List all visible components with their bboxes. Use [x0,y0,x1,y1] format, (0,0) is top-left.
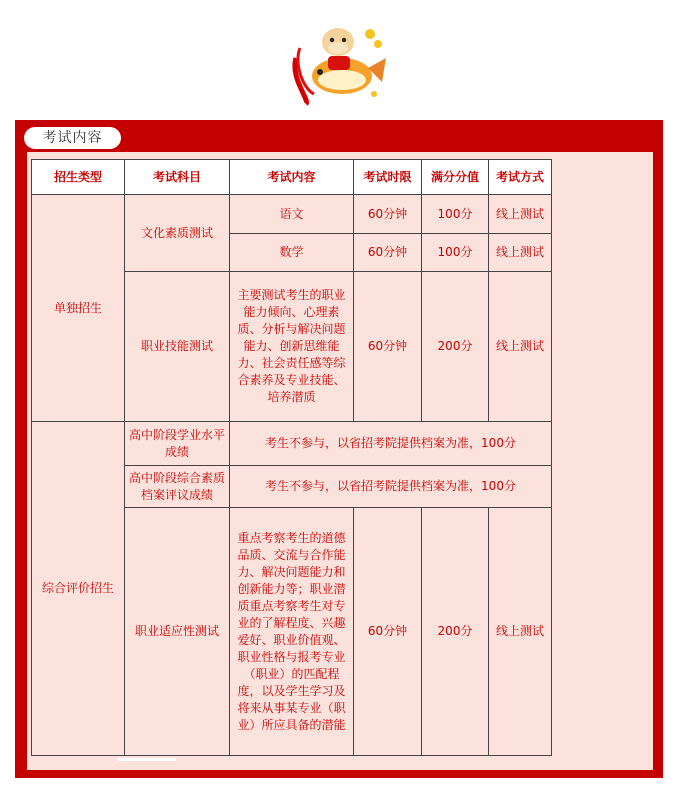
subject-culture: 文化素质测试 [125,195,230,272]
score-math: 100分 [422,234,489,272]
divider [118,758,176,761]
content-adaptability: 重点考察考生的道德品质、交流与合作能力、解决问题能力和创新能力等；职业潜质重点考察考生对专业的了解程度、兴趣爱好、职业价值观、职业性格与报考专业（职业）的匹配程度，以及学生学习及将来从事某专业（职业）所应具备的潜能 [230,508,354,756]
note-academic: 考生不参与，以省招考院提供档案为准，100分 [230,422,552,466]
header-full-score: 满分分值 [422,160,489,195]
section-title: 考试内容 [24,127,121,149]
content-vocational: 主要测试考生的职业能力倾向、心理素质、分析与解决问题能力、创新思维能力、社会责任感等综合素养及专业技能、培养潜质 [230,272,354,422]
recruit-type-comprehensive: 综合评价招生 [32,422,125,756]
score-chinese: 100分 [422,195,489,234]
time-chinese: 60分钟 [354,195,422,234]
time-vocational: 60分钟 [354,272,422,422]
exam-content-table [31,159,552,756]
method-vocational: 线上测试 [489,272,552,422]
time-adaptability: 60分钟 [354,508,422,756]
header-content: 考试内容 [230,160,354,195]
recruit-type-single: 单独招生 [32,195,125,422]
subject-adaptability: 职业适应性测试 [125,508,230,756]
ox-riding-koi-mascot-icon [290,18,388,106]
method-adaptability: 线上测试 [489,508,552,756]
header-method: 考试方式 [489,160,552,195]
score-vocational: 200分 [422,272,489,422]
note-portfolio: 考生不参与，以省招考院提供档案为准，100分 [230,466,552,508]
content-chinese: 语文 [230,195,354,234]
header-subject: 考试科目 [125,160,230,195]
subject-vocational: 职业技能测试 [125,272,230,422]
subject-academic: 高中阶段学业水平成绩 [125,422,230,466]
table-row [32,195,552,234]
method-math: 线上测试 [489,234,552,272]
table-row [32,422,552,466]
header-recruit-type: 招生类型 [32,160,125,195]
content-math: 数学 [230,234,354,272]
time-math: 60分钟 [354,234,422,272]
score-adaptability: 200分 [422,508,489,756]
subject-portfolio: 高中阶段综合素质档案评议成绩 [125,466,230,508]
header-time-limit: 考试时限 [354,160,422,195]
method-chinese: 线上测试 [489,195,552,234]
table-header-row [32,160,552,195]
